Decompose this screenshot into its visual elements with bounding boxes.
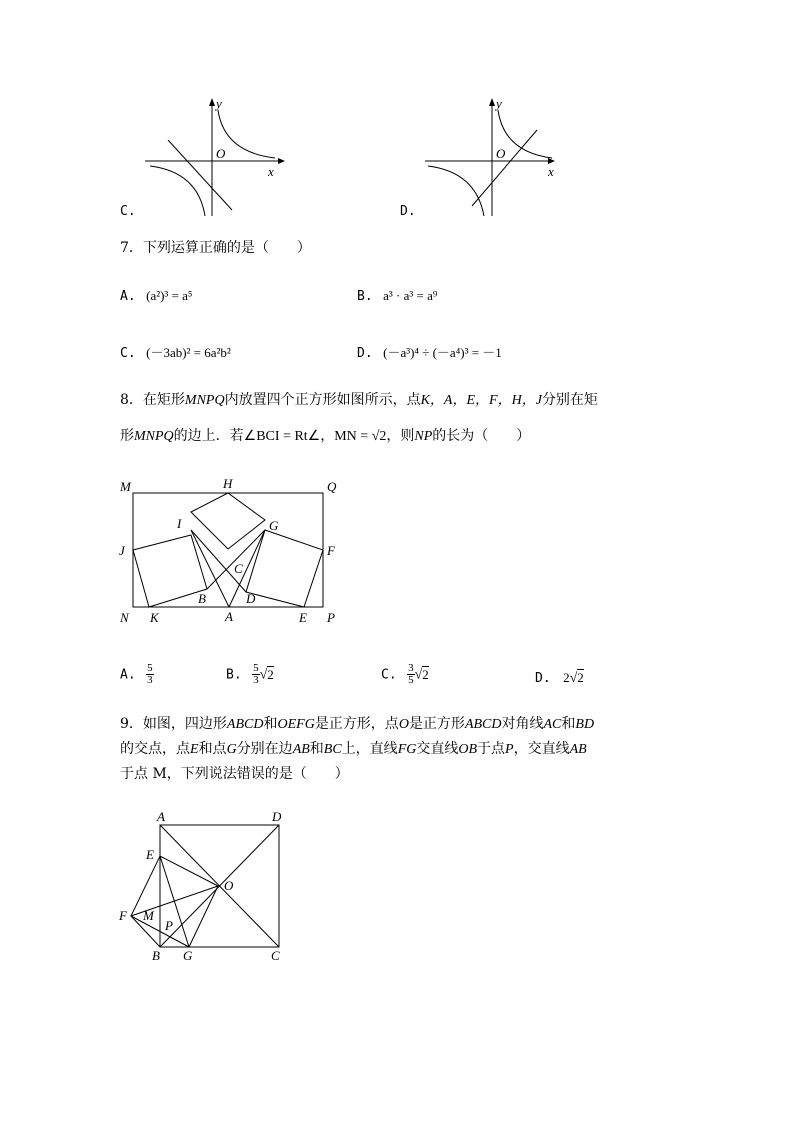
- q8-option-c: [381, 663, 429, 686]
- point-label-f: F: [327, 543, 335, 558]
- q9-math: ABCD: [464, 717, 502, 732]
- point-label-d: D: [272, 809, 282, 824]
- point-label-d: D: [246, 591, 256, 606]
- numerator: 5: [253, 662, 259, 674]
- numerator: 5: [147, 662, 153, 674]
- q9-text: 和: [263, 716, 278, 732]
- option-label: A.: [120, 667, 136, 683]
- fraction: [146, 663, 154, 686]
- origin-label: O: [496, 146, 506, 161]
- x-axis-arrow-icon: [278, 158, 285, 164]
- q9-text: 分别在边: [236, 741, 293, 757]
- point-label-k: K: [150, 610, 159, 625]
- q9-math: OB: [458, 742, 478, 757]
- option-expression: (－a³)⁴ ÷ (－a⁴)³ = －1: [383, 345, 502, 360]
- option-label: D.: [535, 671, 551, 686]
- q9-math: FG: [397, 742, 417, 757]
- coefficient: 2: [563, 670, 570, 685]
- q7-option-c: [120, 343, 231, 364]
- point-label-e: E: [299, 610, 307, 625]
- question-7-stem: 7．下列运算正确的是（ ）: [120, 240, 311, 256]
- axis-y-label: y: [496, 96, 502, 111]
- q8-rect-name: MNPQ: [184, 393, 225, 408]
- point-label-m: M: [143, 908, 154, 923]
- q9-text: 于点: [477, 741, 506, 757]
- q9-math: AB: [569, 742, 587, 757]
- radicand: 2: [267, 666, 274, 682]
- q8-mn-condition: MN = √2: [334, 429, 387, 444]
- graph-option-c: [140, 96, 290, 220]
- q8-text: 形: [120, 428, 134, 444]
- point-label-p: P: [165, 918, 173, 933]
- line-graph: [472, 130, 537, 206]
- q8-text: 的边上．若: [173, 428, 244, 444]
- option-label: C.: [381, 667, 397, 683]
- q8-option-b: [226, 663, 274, 686]
- q9-text: 对角线: [501, 716, 544, 732]
- question-9-stem-line-2: [120, 739, 587, 760]
- option-label: A.: [120, 289, 136, 304]
- y-axis-arrow-icon: [489, 98, 495, 106]
- option-label: B.: [226, 667, 242, 683]
- graph-option-d: [420, 96, 570, 220]
- q9-figure: [112, 806, 302, 966]
- sqrt-icon: √: [414, 667, 423, 683]
- q9-text: 是正方形，点: [314, 716, 399, 732]
- hyperbola-branch-1: [498, 110, 552, 158]
- q9-text: ，交直线: [513, 741, 570, 757]
- point-label-e: E: [146, 847, 154, 862]
- q9-text: 交直线: [416, 741, 459, 757]
- q9-text: 是正方形: [408, 716, 465, 732]
- point-label-m: M: [120, 479, 131, 494]
- option-c-label: C.: [120, 204, 136, 219]
- q8-text: ，: [320, 428, 335, 444]
- q8-points: K，A，E，F，H，J: [420, 393, 542, 408]
- q9-text: 上，直线: [341, 741, 398, 757]
- rectangle-mnpq: [133, 493, 323, 607]
- q9-math: ABCD: [226, 717, 264, 732]
- q8-text: 8．在矩形: [120, 392, 185, 408]
- axis-y-label: y: [216, 96, 222, 111]
- origin-label: O: [216, 146, 226, 161]
- y-axis-arrow-icon: [209, 98, 215, 106]
- point-label-i: I: [177, 516, 182, 531]
- q9-math: BD: [575, 717, 595, 732]
- point-label-q: Q: [327, 479, 337, 494]
- q8-np: NP: [414, 429, 433, 444]
- square-left: [133, 535, 207, 607]
- hyperbola-branch-1: [218, 110, 275, 158]
- q9-math: G: [226, 742, 237, 757]
- point-label-b: B: [198, 591, 206, 606]
- q8-text: ，则: [386, 428, 415, 444]
- q9-math: P: [505, 742, 514, 757]
- q9-math: AB: [292, 742, 310, 757]
- sqrt-icon: √: [259, 667, 268, 683]
- q9-text: 和: [309, 741, 324, 757]
- option-expression: a³ · a³ = a⁹: [383, 288, 438, 303]
- question-9-stem-line-1: [120, 714, 594, 735]
- point-label-g: G: [183, 948, 193, 963]
- option-label: B.: [357, 289, 373, 304]
- point-label-p: P: [327, 610, 335, 625]
- q9-text: 的交点，点: [120, 741, 190, 757]
- point-label-f: F: [119, 908, 127, 923]
- point-label-c: C: [271, 948, 280, 963]
- denominator: 5: [408, 674, 414, 686]
- square-right: [246, 530, 323, 607]
- point-label-n: N: [120, 610, 129, 625]
- q9-math: OEFG: [277, 717, 315, 732]
- q9-text: 9．如图，四边形: [120, 716, 227, 732]
- point-label-h: H: [223, 476, 233, 491]
- q8-rect-name: MNPQ: [134, 429, 174, 444]
- question-8-stem-line-1: [120, 390, 598, 411]
- q7-option-a: [120, 286, 192, 307]
- axis-x-label: x: [268, 164, 274, 179]
- q8-text: 内放置四个正方形如图所示，点: [224, 392, 421, 408]
- point-label-g: G: [269, 518, 279, 533]
- option-expression: (a²)³ = a⁵: [146, 288, 193, 303]
- radicand: 2: [577, 670, 584, 685]
- q9-text: 和: [561, 716, 576, 732]
- numerator: 3: [408, 662, 414, 674]
- point-label-j: J: [119, 543, 125, 558]
- hyperbola-branch-2: [428, 166, 484, 216]
- question-8-stem-line-2: [120, 426, 530, 447]
- point-label-a: A: [225, 609, 233, 624]
- sqrt-icon: √: [569, 671, 578, 686]
- q8-text: 分别在矩: [541, 392, 598, 408]
- denominator: 3: [253, 674, 259, 686]
- fraction: [252, 663, 260, 686]
- q9-math: BC: [323, 742, 342, 757]
- q7-option-d: [357, 343, 502, 364]
- hyperbola-branch-2: [150, 166, 205, 216]
- option-label: C.: [120, 346, 136, 361]
- q9-math: AC: [543, 717, 562, 732]
- option-expression: (－3ab)² = 6a²b²: [146, 345, 231, 360]
- q8-angle-condition: ∠BCI = Rt∠: [243, 429, 321, 444]
- q9-text: 和点: [198, 741, 227, 757]
- q9-math: O: [398, 717, 409, 732]
- point-label-c: C: [234, 561, 243, 576]
- axis-x-label: x: [548, 164, 554, 179]
- q9-math: E: [190, 742, 199, 757]
- option-d-label: D.: [400, 204, 416, 219]
- point-label-o: O: [224, 878, 234, 893]
- point-label-a: A: [157, 809, 165, 824]
- q8-text: 的长为（ ）: [432, 428, 531, 444]
- q8-option-a: [120, 663, 154, 686]
- segment-i-a: [191, 530, 229, 607]
- q8-option-d: [535, 668, 584, 689]
- q8-figure: [110, 475, 350, 625]
- question-9-stem-line-3: 于点 M，下列说法错误的是（ ）: [120, 766, 349, 782]
- option-label: D.: [357, 346, 373, 361]
- fraction: [407, 663, 415, 686]
- denominator: 3: [147, 674, 153, 686]
- radicand: 2: [422, 666, 429, 682]
- q7-option-b: [357, 286, 437, 307]
- point-label-b: B: [152, 948, 160, 963]
